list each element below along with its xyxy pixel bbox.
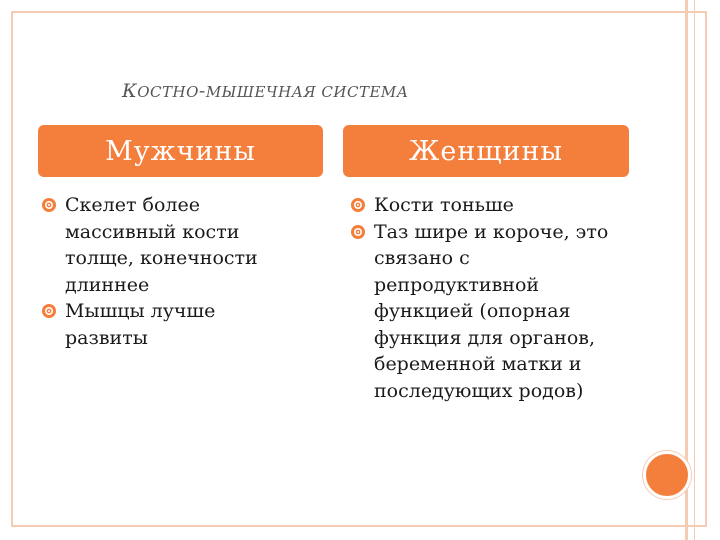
decorative-circle bbox=[643, 451, 691, 499]
slide-title bbox=[122, 80, 409, 102]
list-item-text: Скелет более массивный кости толще, конечности длиннее bbox=[65, 194, 258, 296]
list-item bbox=[349, 219, 639, 405]
gear-icon bbox=[351, 225, 365, 239]
list-item-text: Таз шире и короче, это связано с репродуктивной функцией (опорная функция для органов, беременной матки и последующих родов) bbox=[374, 220, 609, 402]
title-part-1: ОСТНО bbox=[137, 83, 199, 101]
gear-icon bbox=[42, 198, 56, 212]
title-part-2: МЫШЕЧНАЯ СИСТЕМА bbox=[205, 83, 409, 101]
column-header-men: Мужчины bbox=[38, 125, 323, 177]
list-item bbox=[40, 192, 300, 298]
list-item-text: Кости тоньше bbox=[374, 194, 514, 216]
title-dash: - bbox=[198, 80, 206, 102]
list-item bbox=[349, 192, 639, 219]
column-header-women: Женщины bbox=[343, 125, 629, 177]
women-list bbox=[349, 192, 639, 404]
decorative-rail-thin bbox=[694, 0, 695, 540]
title-initial: К bbox=[122, 80, 138, 102]
list-item bbox=[40, 298, 300, 351]
list-item-text: Мышцы лучше развиты bbox=[65, 300, 216, 349]
gear-icon bbox=[351, 198, 365, 212]
men-list bbox=[40, 192, 300, 351]
gear-icon bbox=[42, 304, 56, 318]
